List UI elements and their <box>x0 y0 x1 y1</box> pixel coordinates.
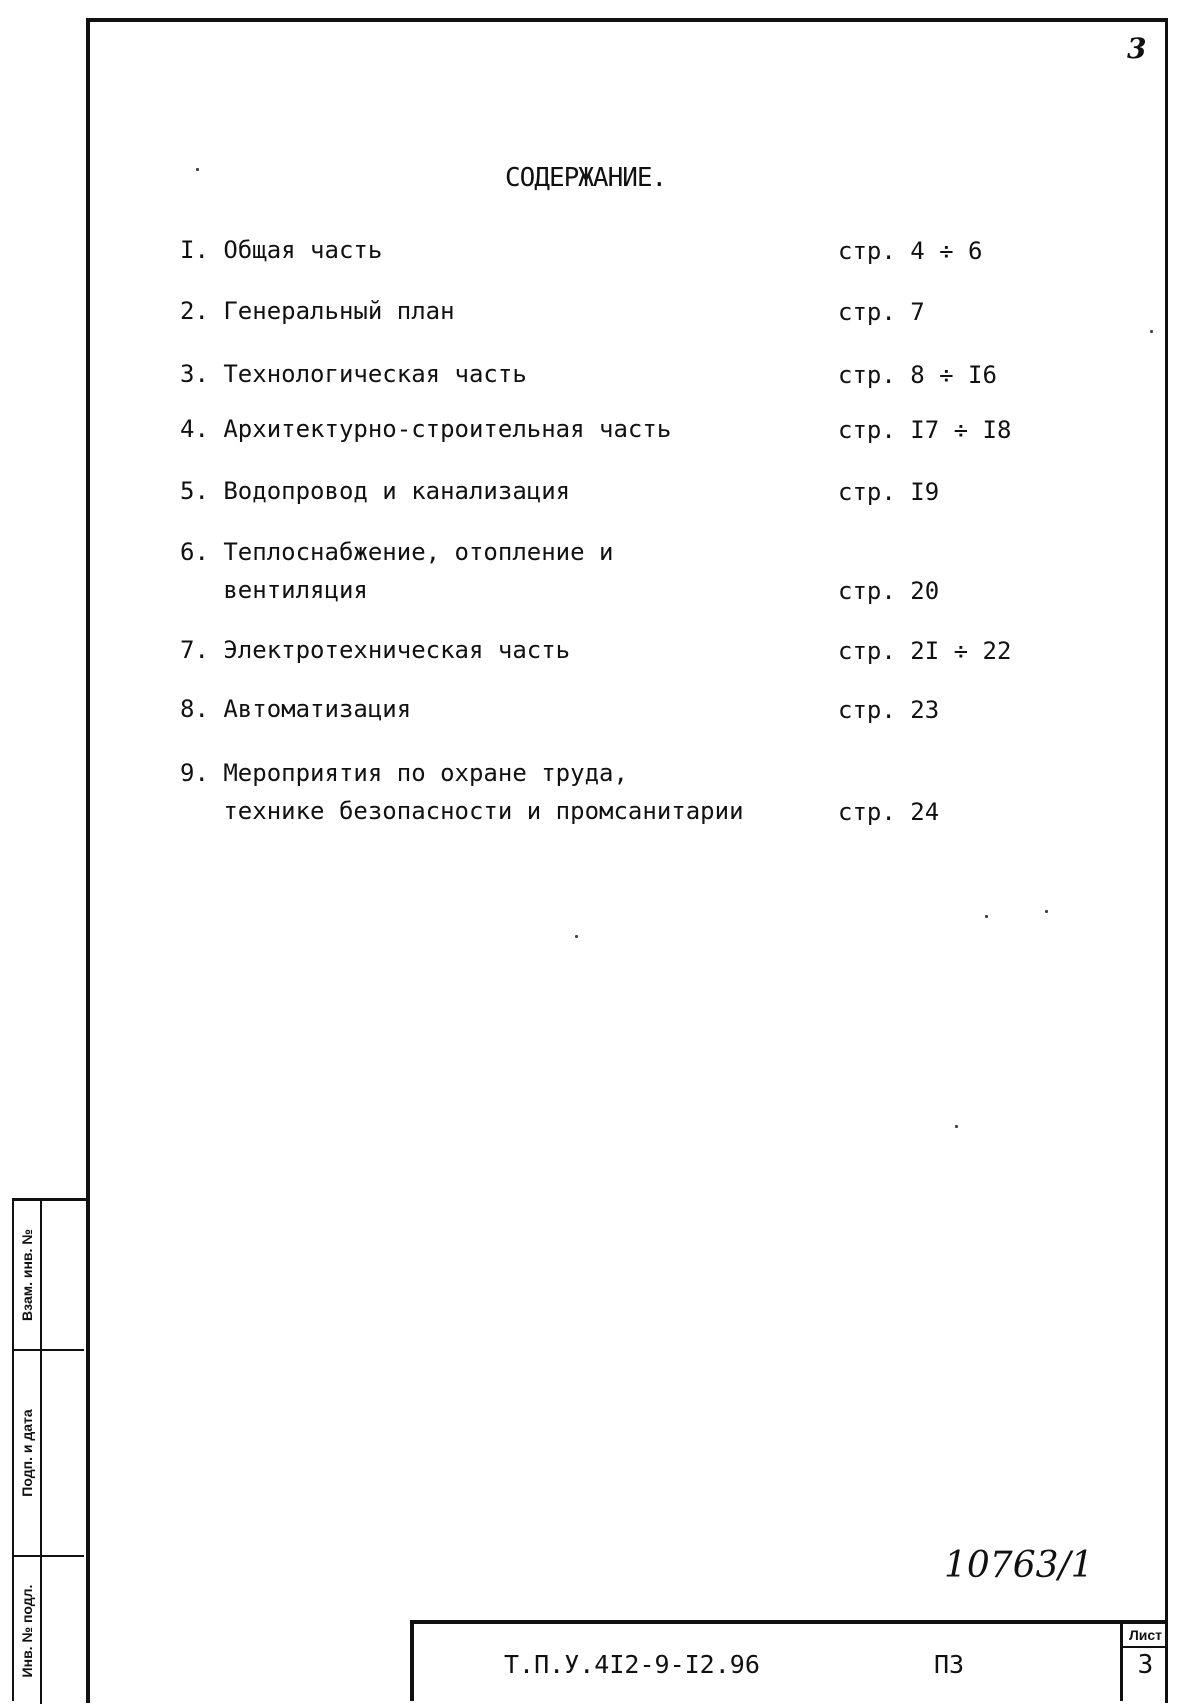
side-stamp-inv-label: Инв. № подл. <box>19 1584 35 1677</box>
scan-speck <box>1045 910 1048 913</box>
toc-item-4: 4. Архитектурно-строительная часть <box>180 415 672 443</box>
toc-item-1: I. Общая часть <box>180 236 383 264</box>
scan-speck <box>575 935 578 938</box>
toc-item-8: 8. Автоматизация <box>180 695 412 723</box>
toc-page-4: стр. I7 ÷ I8 <box>838 416 1012 444</box>
sheet-number: 3 <box>1127 32 1147 65</box>
side-stamp-podp-label: Подп. и дата <box>19 1409 35 1497</box>
toc-page-1: стр. 4 ÷ 6 <box>838 237 983 265</box>
toc-page-2: стр. 7 <box>838 298 925 326</box>
scan-speck <box>196 168 199 171</box>
side-stamp-cell-inv <box>14 1557 84 1704</box>
inventory-number: 10763/1 <box>944 1545 1094 1586</box>
toc-page-3: стр. 8 ÷ I6 <box>838 361 997 389</box>
toc-page-6: стр. 20 <box>838 577 940 605</box>
scan-speck <box>1150 330 1153 333</box>
document-code: Т.П.У.4I2-9-I2.96 <box>504 1650 760 1679</box>
toc-page-5: стр. I9 <box>838 478 940 506</box>
scan-speck <box>985 915 988 918</box>
page-title: СОДЕРЖАНИЕ. <box>505 163 667 193</box>
toc-item-9: 9. Мероприятия по охране труда, технике безопасности и промсанитарии <box>180 759 744 825</box>
toc-page-9: стр. 24 <box>838 798 940 826</box>
document-section: ПЗ <box>934 1650 965 1679</box>
side-stamp-vzam-label: Взам. инв. № <box>19 1229 35 1321</box>
side-stamp-cell-podp <box>14 1351 84 1557</box>
toc-item-6: 6. Теплоснабжение, отопление и вентиляция <box>180 538 614 604</box>
side-stamp-cell-vzam <box>14 1201 84 1351</box>
toc-item-3: 3. Технологическая часть <box>180 360 527 388</box>
sheet-value: 3 <box>1137 1650 1154 1680</box>
page-frame <box>86 18 1168 1703</box>
sheet-label: Лист <box>1123 1624 1168 1648</box>
sheet-cell <box>1120 1624 1168 1701</box>
toc-item-2: 2. Генеральный план <box>180 297 455 325</box>
side-stamp <box>12 1198 86 1701</box>
toc-item-5: 5. Водопровод и канализация <box>180 477 571 505</box>
scan-speck <box>955 1125 958 1128</box>
toc-page-7: стр. 2I ÷ 22 <box>838 637 1012 665</box>
toc-page-8: стр. 23 <box>838 696 940 724</box>
title-block <box>410 1620 1168 1701</box>
toc-item-7: 7. Электротехническая часть <box>180 636 571 664</box>
